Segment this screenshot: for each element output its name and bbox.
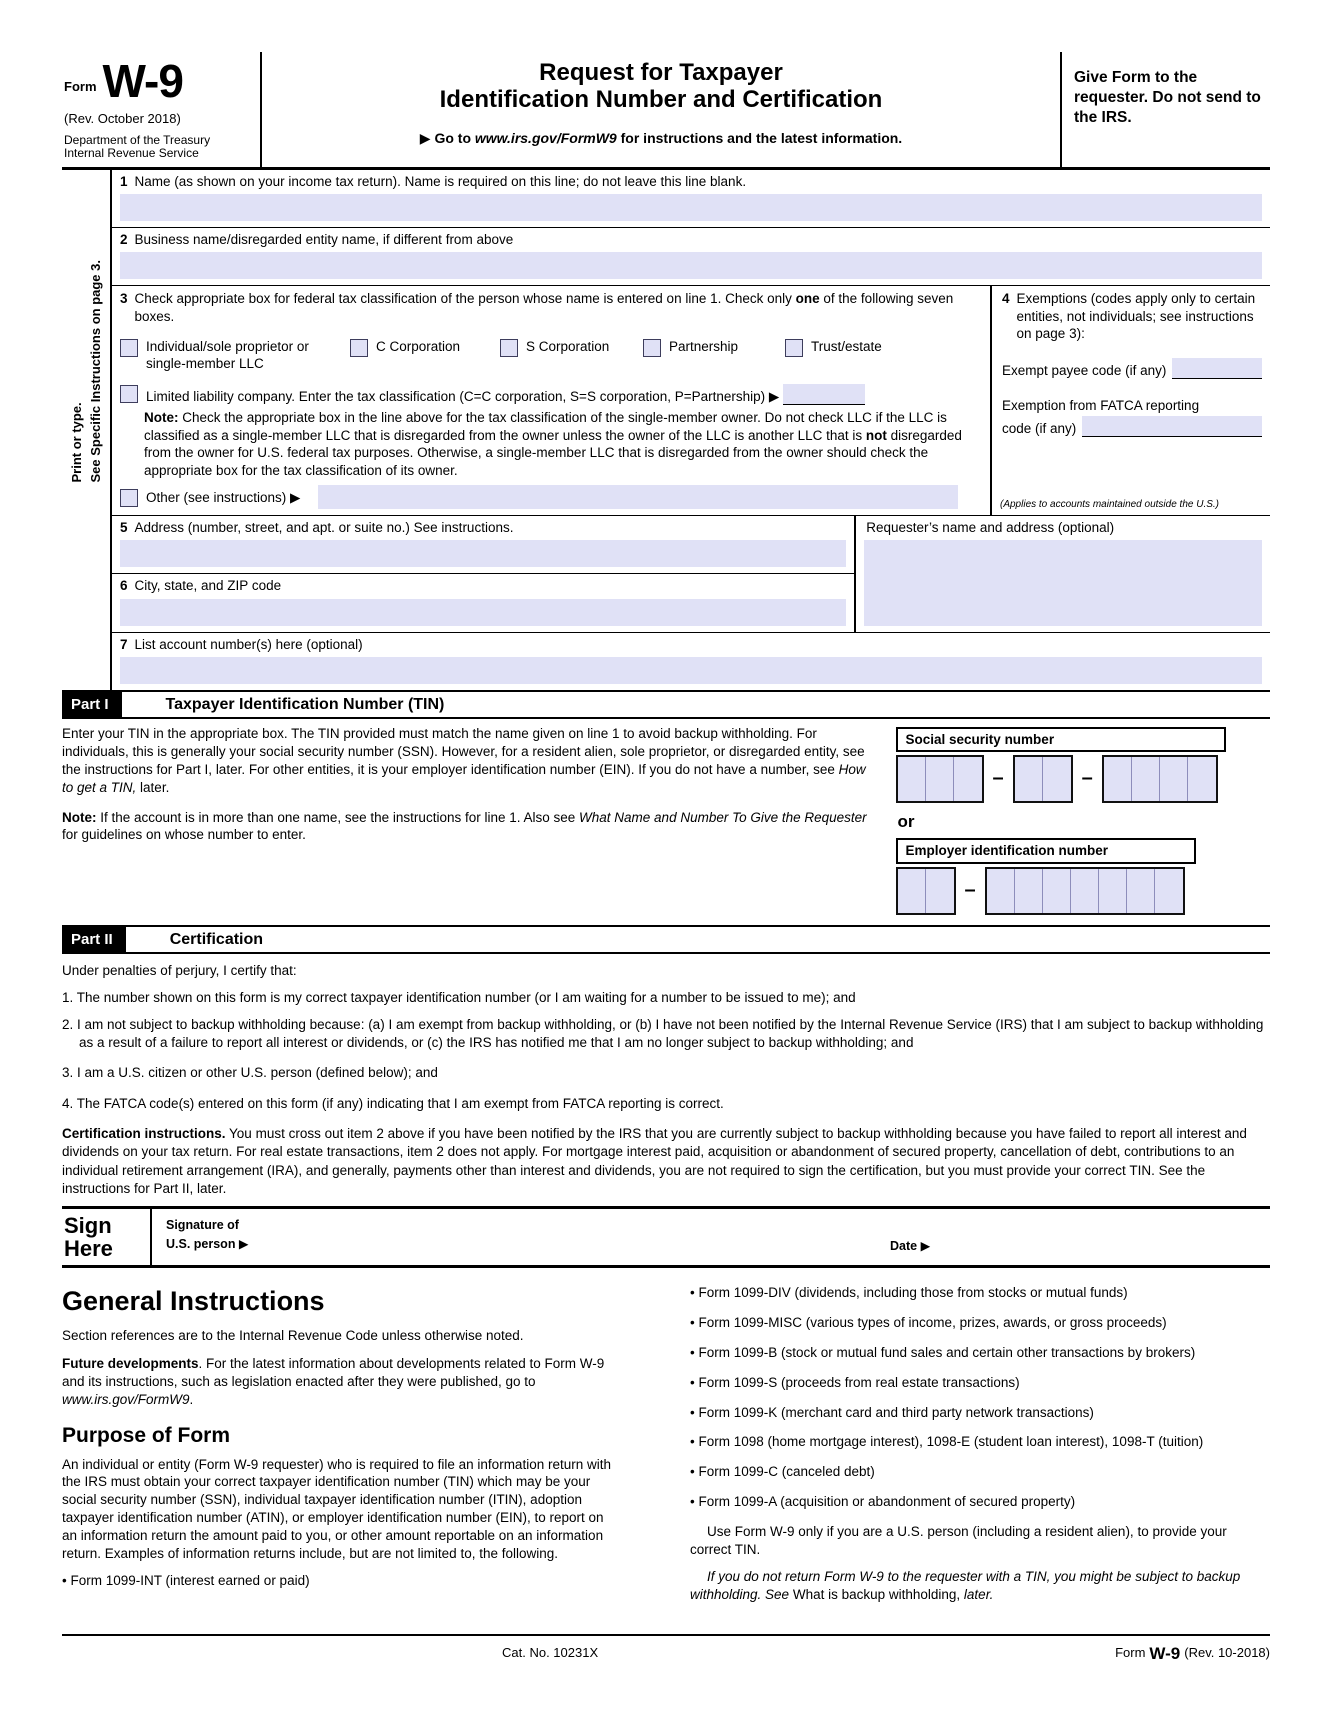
line1-row [112,170,1270,228]
certification-intro: Under penalties of perjury, I certify that: [62,962,297,978]
line6-number: 6 [120,578,128,594]
signature-input-area[interactable] [272,1209,890,1265]
fatca-label-line2: code (if any) [1002,420,1077,436]
fields-section [62,170,1270,691]
line5-row [112,516,854,574]
backup-withholding-paragraph: If you do not return Form W-9 to the requester with a TIN, you might be subject to backup withholding. See What is backup withholding, later. [690,1569,1241,1603]
applies-note: (Applies to accounts maintained outside the U.S.) [1000,498,1220,510]
certification-item-3: 3. I am a U.S. citizen or other U.S. person (defined below); and [62,1065,438,1081]
ssn-cell[interactable] [1132,757,1160,801]
form-revision: (Rev. October 2018) [64,111,181,127]
give-form-notice: Give Form to the requester. Do not send to the IRS. [1074,69,1261,127]
ssn-dash: – [992,767,1004,790]
line3-label: Check appropriate box for federal tax classification of the person whose name is entered on line 1. Check only one of the following seven boxes. [134,291,954,324]
line2-number: 2 [120,232,128,248]
line3-note: Note: Check the appropriate box in the line above for the tax classification of the single-member owner. Do not check LLC if the LLC is classified as a single-member LLC that is disregarded from the owner unless the owner of the LLC is another LLC that is not disregarded from the owner for U.S. federal tax purposes. Otherwise, a single-member LLC that is disregarded from the owner should check the appropriate box for the tax classification of its owner. [144,410,962,478]
business-name-input[interactable] [120,252,1262,279]
form-bullet: • Form 1099-A (acquisition or abandonment of secured property) [690,1493,1076,1509]
part2-title: Certification [169,930,264,948]
ssn-label: Social security number [896,727,1226,752]
checkbox-llc[interactable] [120,385,138,403]
fatca-label-line1: Exemption from FATCA reporting [1002,397,1200,413]
line7-label: List account number(s) here (optional) [134,636,363,652]
department-line: Department of the Treasury [64,132,211,147]
gi-paragraph-2: Future developments. For the latest information about developments related to Form W-9 and its instructions, such as legislation enacted after they were published, go to www.irs.gov/FormW9. [62,1356,605,1407]
certification-item-1: 1. The number shown on this form is my correct taxpayer identification number (or I am waiting for a number to be issued to me); and [62,989,856,1005]
form-header [62,52,1270,170]
requester-cell [854,516,1270,631]
line7-row [112,633,1270,684]
ein-cell[interactable] [987,869,1015,913]
part2-bar [62,925,1270,954]
exempt-payee-code-input[interactable] [1172,358,1262,379]
w9-form-page [62,0,1270,1662]
checkbox-c-corporation[interactable] [350,339,368,357]
name-input[interactable] [120,194,1262,221]
checkbox-trust-estate[interactable] [785,339,803,357]
purpose-of-form-heading: Purpose of Form [62,1423,231,1447]
part1-chip: Part I [62,692,122,717]
account-numbers-input[interactable] [120,657,1262,684]
or-label: or [897,811,915,831]
form-title-line2: Identification Number and Certification [439,85,883,113]
form-title-block [262,52,1062,167]
footer-form-word: Form [1115,1645,1146,1661]
ssn-cell[interactable] [1043,757,1071,801]
agency-line: Internal Revenue Service [64,146,199,161]
ein-cell[interactable] [1127,869,1155,913]
form-bullet: • Form 1099-MISC (various types of income, prizes, awards, or gross proceeds) [690,1315,1167,1331]
ein-dash: – [964,878,976,901]
catalog-number: Cat. No. 10231X [502,1645,599,1661]
line4-exemptions [990,286,1270,515]
footer-revision: (Rev. 10-2018) [1184,1645,1270,1661]
ein-cell[interactable] [898,869,926,913]
ein-cell[interactable] [1099,869,1127,913]
checkbox-s-corporation[interactable] [500,339,518,357]
goto-line: ▶ Go to www.irs.gov/FormW9 for instructions and the latest information. [419,129,903,146]
irs-url: www.irs.gov/FormW9 [474,129,617,146]
use-form-w9-paragraph: Use Form W-9 only if you are a U.S. person (including a resident alien), to provide your correct TIN. [690,1523,1227,1557]
form-word: Form [64,78,97,94]
ssn-cell[interactable] [1015,757,1043,801]
ssn-cell[interactable] [1188,757,1216,801]
part2-chip: Part II [62,927,126,952]
form-id-block [62,52,262,167]
arrow-right-icon: ▶ [419,129,431,146]
form-bullet: • Form 1099-C (canceled debt) [690,1464,875,1480]
print-or-type-label: Print or type. [69,402,84,483]
ein-boxes [896,867,1270,915]
llc-classification-input[interactable] [783,384,865,405]
form-1099-int-bullet: • Form 1099-INT (interest earned or paid) [62,1573,310,1589]
other-input[interactable] [318,485,958,509]
sign-here-row [62,1206,1270,1268]
form-bullet: • Form 1099-B (stock or mutual fund sales and certain other transactions by brokers) [690,1344,1196,1360]
exempt-payee-label: Exempt payee code (if any) [1002,362,1167,378]
llc-label: Limited liability company. Enter the tax classification (C=C corporation, S=S corporation, P=Partnership) ▶ [146,384,865,405]
ein-cell[interactable] [926,869,954,913]
ssn-cell[interactable] [926,757,954,801]
address-input[interactable] [120,540,846,567]
ein-cell[interactable] [1043,869,1071,913]
line6-row [112,574,854,625]
checkbox-partnership[interactable] [643,339,661,357]
part2-body [62,954,1270,1207]
form-bullet: • Form 1099-S (proceeds from real estate transactions) [690,1374,1020,1390]
line3-tax-classification [112,286,990,515]
part1-body [62,719,1270,925]
checkbox-s-corporation-label: S Corporation [526,338,610,354]
certification-instructions: Certification instructions. You must cross out item 2 above if you have been notified by the IRS that you are currently subject to backup withholding because you have failed to report all interest and dividends on your tax return. For real estate transactions, item 2 does not apply. For mortgage interest paid, acquisition or abandonment of secured property, cancellation of debt, contributions to an individual retirement arrangement (IRA), and generally, payments other than interest and dividends, you are not required to sign the certification, but you must provide your correct TIN. See the instructions for Part II, later. [62,1125,1247,1196]
ssn-boxes [896,755,1270,803]
line5-label: Address (number, street, and apt. or suite no.) See instructions. [134,520,514,536]
ein-cell[interactable] [1015,869,1043,913]
line5-number: 5 [120,520,128,536]
fatca-code-input[interactable] [1082,416,1262,437]
part1-title: Taxpayer Identification Number (TIN) [165,695,445,713]
line7-number: 7 [120,636,128,652]
ein-cell[interactable] [1155,869,1183,913]
ssn-cell[interactable] [1104,757,1132,801]
tin-note: Note: If the account is in more than one name, see the instructions for line 1. Also see What Name and Number To Give the Requester for guidelines on whose number to enter. [62,809,867,843]
checkbox-individual[interactable] [120,339,138,357]
form-number: W-9 [102,55,183,107]
part1-bar [62,692,1270,719]
form-bullet: • Form 1098 (home mortgage interest), 1098-E (student loan interest), 1098-T (tuition) [690,1434,1204,1450]
ssn-cell[interactable] [898,757,926,801]
line1-number: 1 [120,174,128,190]
checkbox-c-corporation-label: C Corporation [376,338,461,354]
date-label: Date ▶ [890,1239,931,1254]
footer-form-number: W-9 [1149,1644,1181,1664]
line6-label: City, state, and ZIP code [134,578,282,594]
date-input-area[interactable] [960,1209,1270,1265]
line2-row [112,228,1270,286]
signature-label: Signature of U.S. person ▶ [166,1218,249,1252]
sign-here-label: Sign Here [62,1209,152,1265]
city-state-zip-input[interactable] [120,599,846,626]
line3-number: 3 [120,291,128,307]
requester-label: Requester’s name and address (optional) [866,520,1115,536]
certification-item-2: 2. I am not subject to backup withholding because: (a) I am exempt from backup withholding, or (b) I have not been notified by the Internal Revenue Service (IRS) that I am subject to backup withholding as a result of a failure to report all interest or dividends, or (c) the IRS has notified me that I am no longer subject to backup withholding; and [62,1016,1264,1051]
ein-label: Employer identification number [896,838,1196,863]
checkbox-trust-estate-label: Trust/estate [811,338,882,354]
ssn-dash: – [1081,767,1093,790]
checkbox-individual-label: Individual/sole proprietor or single-member LLC [146,338,309,371]
ssn-cell[interactable] [954,757,982,801]
requester-input[interactable] [864,540,1262,625]
general-instructions-section [62,1284,1270,1614]
general-instructions-heading: General Instructions [62,1286,325,1317]
gi-paragraph-1: Section references are to the Internal Revenue Code unless otherwise noted. [62,1328,524,1344]
purpose-paragraph: An individual or entity (Form W-9 requester) who is required to file an information return with the IRS must obtain your correct taxpayer identification number (TIN) which may be your social security number (SSN), individual taxpayer identification number (ITIN), adoption taxpayer identification number (ATIN), or employer identification number (EIN), to report on an information return the amount paid to you, or other amount reportable on an information return. Examples of information returns include, but are not limited to, the following. [62,1456,611,1561]
checkbox-partnership-label: Partnership [669,338,739,354]
ein-cell[interactable] [1071,869,1099,913]
ssn-cell[interactable] [1160,757,1188,801]
tin-instructions: Enter your TIN in the appropriate box. The TIN provided must match the name given on line 1 to avoid backup withholding. For individuals, this is generally your social security number (SSN). However, for a resident alien, sole proprietor, or disregarded entity, see the instructions for Part I, later. For other entities, it is your employer identification number (EIN). If you do not have a number, see How to get a TIN, later. [62,725,866,795]
print-or-type-strip [62,170,110,689]
line2-label: Business name/disregarded entity name, if different from above [134,232,514,248]
other-label: Other (see instructions) ▶ [146,489,301,505]
form-title-line1: Request for Taxpayer [539,59,783,86]
form-bullet: • Form 1099-K (merchant card and third party network transactions) [690,1404,1094,1420]
checkbox-other[interactable] [120,489,138,507]
certification-item-4: 4. The FATCA code(s) entered on this form (if any) indicating that I am exempt from FATCA reporting is correct. [62,1095,724,1111]
specific-instructions-label: See Specific Instructions on page 3. [87,260,103,483]
form-bullet: • Form 1099-DIV (dividends, including those from stocks or mutual funds) [690,1285,1128,1301]
page-footer [62,1634,1270,1662]
line4-number: 4 [1002,291,1010,307]
line1-label: Name (as shown on your income tax return). Name is required on this line; do not leave this line blank. [134,174,747,190]
line4-label: Exemptions (codes apply only to certain entities, not individuals; see instructions on page 3): [1016,291,1256,341]
